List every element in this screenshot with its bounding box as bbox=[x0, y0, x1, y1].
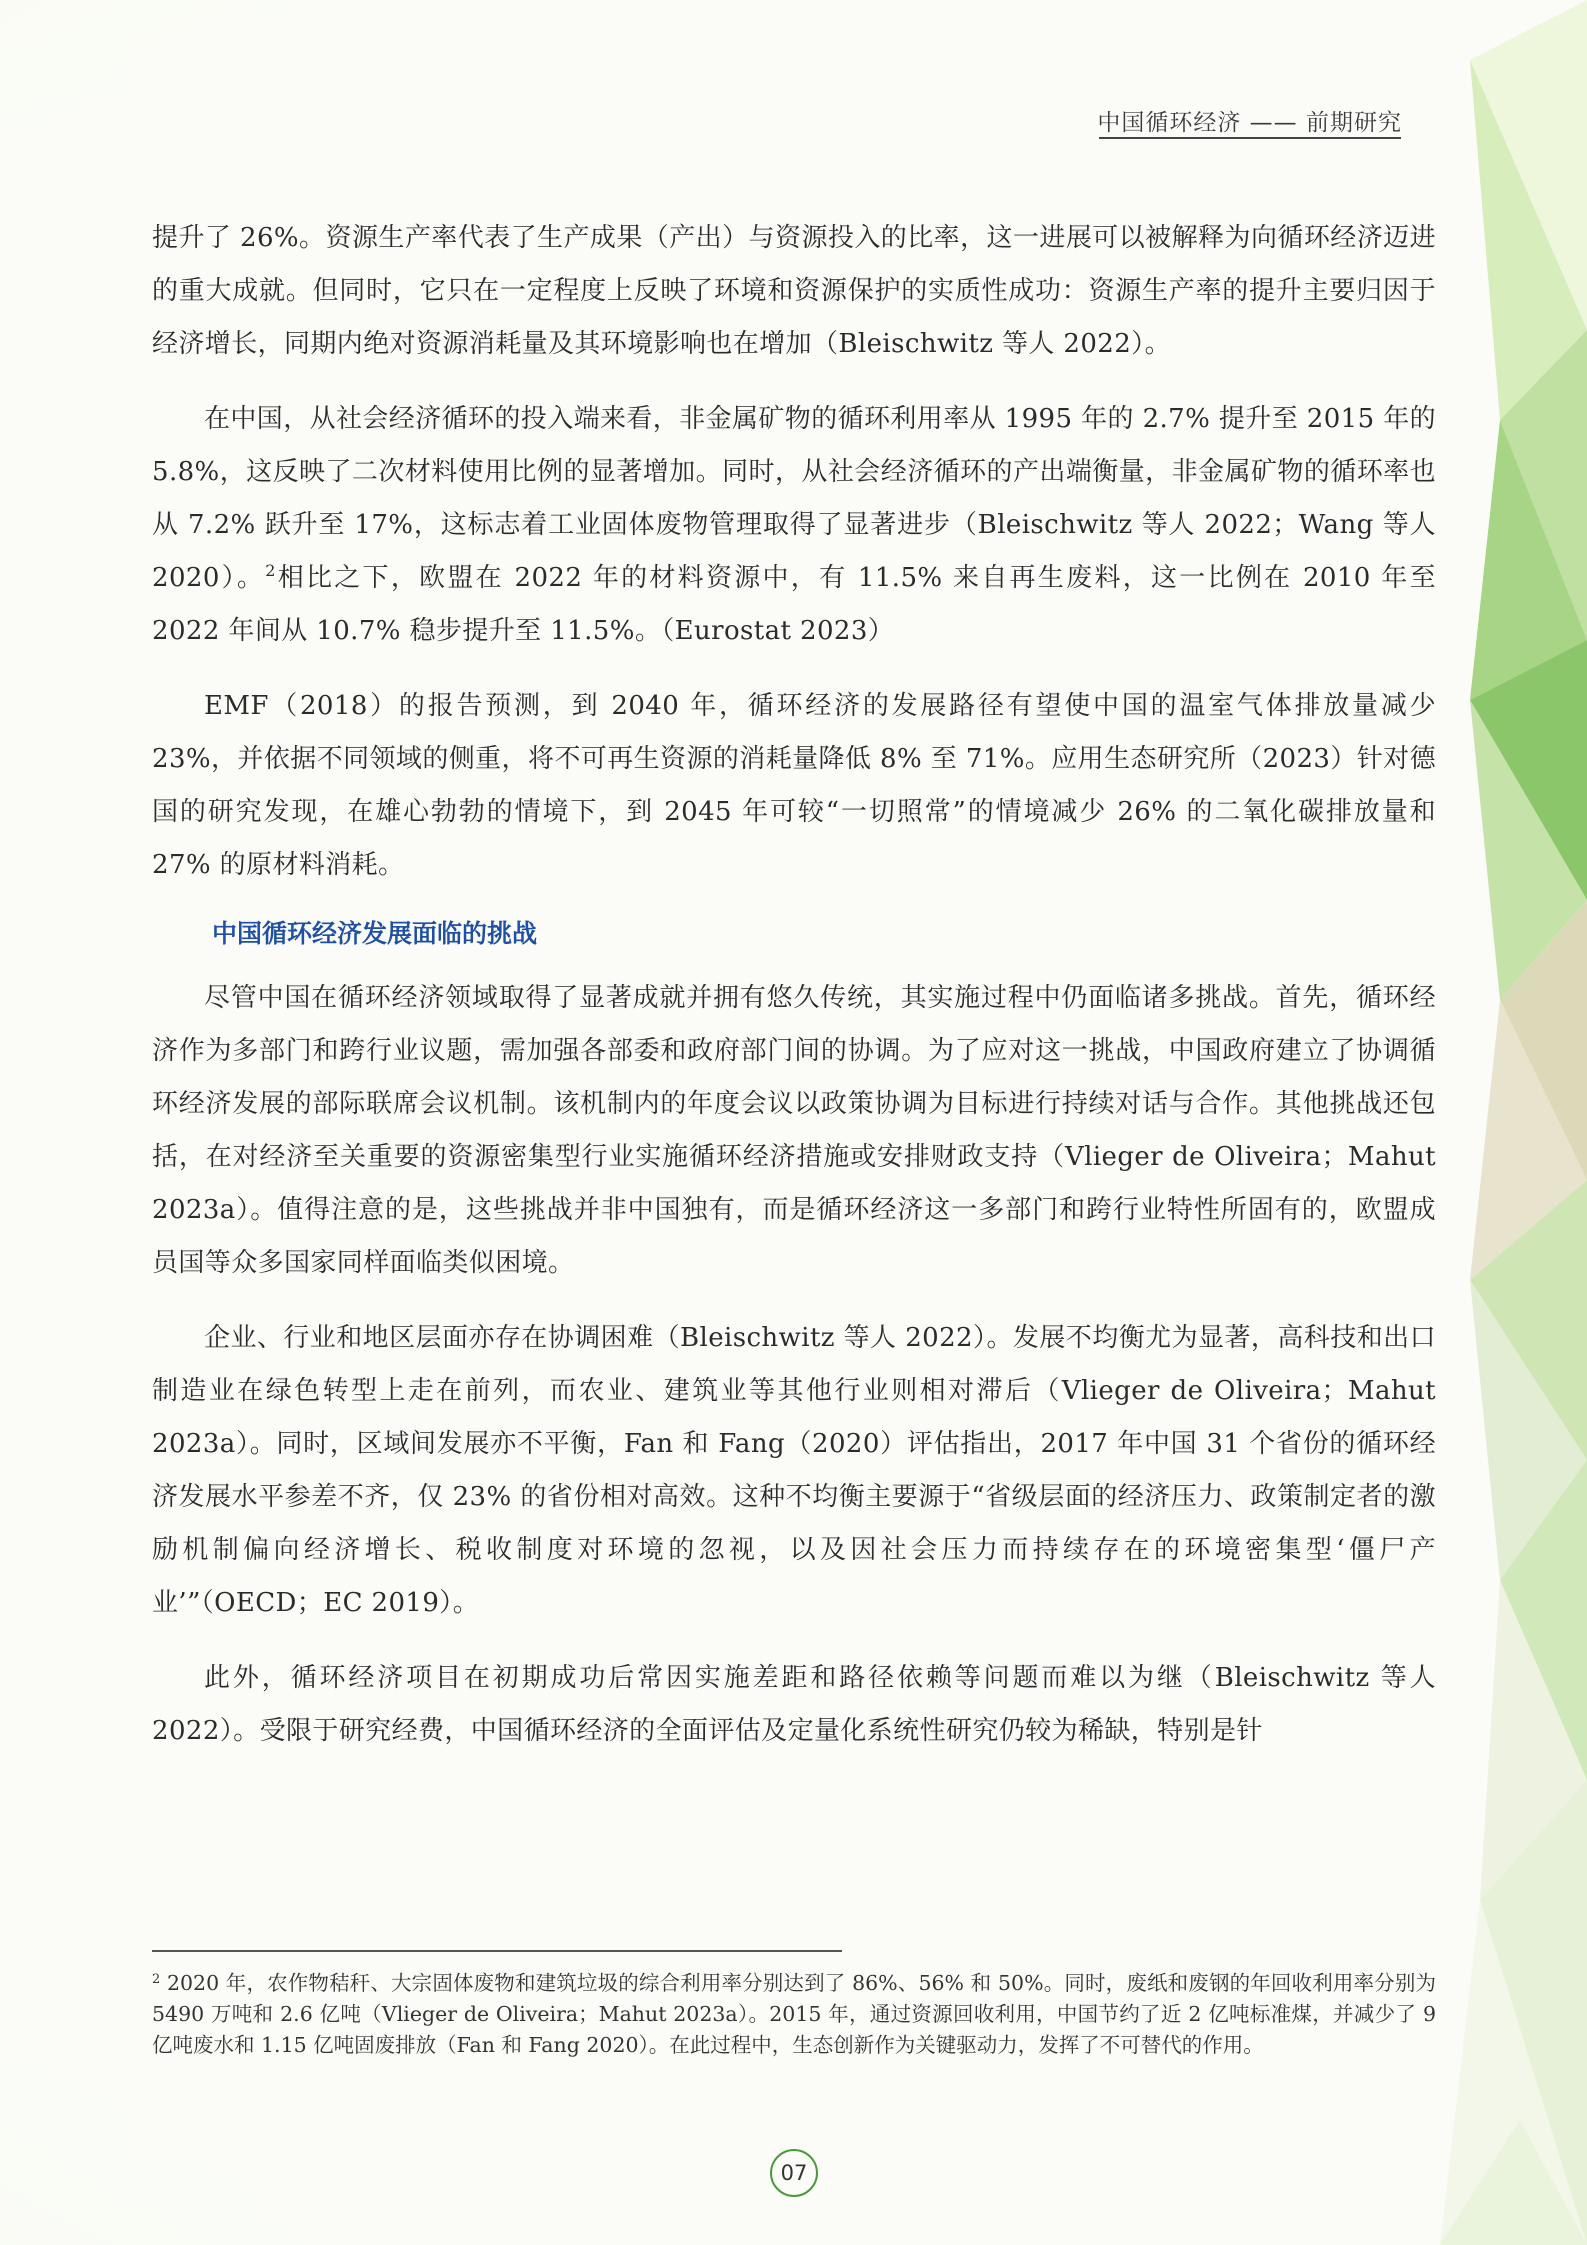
footnote-mark: 2 bbox=[152, 1972, 161, 1987]
footnote-rule bbox=[152, 1950, 842, 1952]
section-heading: 中国循环经济发展面临的挑战 bbox=[212, 919, 538, 948]
paragraph: 尽管中国在循环经济领域取得了显著成就并拥有悠久传统，其实施过程中仍面临诸多挑战。首先，循环经济作为多部门和跨行业议题，需加强各部委和政府部门间的协调。为了应对这一挑战，中国政府建立了协调循环经济发展的部际联席会议机制。该机制内的年度会议以政策协调为目标进行持续对话与合作。其他挑战还包括，在对经济至关重要的资源密集型行业实施循环经济措施或安排财政支持（Vlieger de Oliveira；Mahut 2023a）。值得注意的是，这些挑战并非中国独有，而是循环经济这一多部门和跨行业特性所固有的，欧盟成员国等众多国家同样面临类似困境。 bbox=[152, 983, 1436, 1278]
page-number: 07 bbox=[770, 2149, 818, 2197]
running-header: 中国循环经济 —— 前期研究 bbox=[1097, 110, 1402, 136]
paragraph-continued: 提升了 26%。资源生产率代表了生产成果（产出）与资源投入的比率，这一进展可以被解释为向循环经济迈进的重大成就。但同时，它只在一定程度上反映了环境和资源保护的实质性成功：资源生产率的提升主要归因于经济增长，同期内绝对资源消耗量及其环境影响也在增加（Bleischwitz 等人 2022）。 bbox=[152, 223, 1436, 359]
paragraph: EMF（2018）的报告预测，到 2040 年，循环经济的发展路径有望使中国的温室气体排放量减少 23%，并依据不同领域的侧重，将不可再生资源的消耗量降低 8% 至 71%。应用生态研究所（2023）针对德国的研究发现，在雄心勃勃的情境下，到 2045 年可较“一切照常”的情境减少 26% 的二氧化碳排放量和 27% 的原材料消耗。 bbox=[152, 691, 1436, 880]
paragraph-text: 在中国，从社会经济循环的投入端来看，非金属矿物的循环利用率从 1995 年的 2.7% 提升至 2015 年的 5.8%，这反映了二次材料使用比例的显著增加。同时，从社会经济循环的产出端衡量，非金属矿物的循环率也从 7.2% 跃升至 17%，这标志着工业固体废物管理取得了显著进步（Bleischwitz 等人 2022；Wang 等人 2020）。 bbox=[152, 404, 1436, 593]
paragraph-text: 相比之下，欧盟在 2022 年的材料资源中，有 11.5% 来自再生废料，这一比例在 2010 年至 2022 年间从 10.7% 稳步提升至 11.5%。（Eurostat 2023） bbox=[152, 563, 1436, 646]
footnote-reference[interactable]: 2 bbox=[265, 561, 276, 580]
paragraph: 此外，循环经济项目在初期成功后常因实施差距和路径依赖等问题而难以为继（Bleischwitz 等人 2022）。受限于研究经费，中国循环经济的全面评估及定量化系统性研究仍较为稀缺，特别是针 bbox=[152, 1663, 1436, 1746]
header-rule bbox=[1099, 137, 1401, 139]
footnote bbox=[152, 1968, 1436, 2061]
footnote-text: 2020 年，农作物秸秆、大宗固体废物和建筑垃圾的综合利用率分别达到了 86%、56% 和 50%。同时，废纸和废钢的年回收利用率分别为 5490 万吨和 2.6 亿吨（Vlieger de Oliveira；Mahut 2023a）。2015 年，通过资源回收利用，中国节约了近 2 亿吨标准煤，并减少了 9 亿吨废水和 1.15 亿吨固废排放（Fan 和 Fang 2020）。在此过程中，生态创新作为关键驱动力，发挥了不可替代的作用。 bbox=[152, 1971, 1436, 2057]
paragraph bbox=[152, 393, 1436, 658]
paragraph: 企业、行业和地区层面亦存在协调困难（Bleischwitz 等人 2022）。发展不均衡尤为显著，高科技和出口制造业在绿色转型上走在前列，而农业、建筑业等其他行业则相对滞后（Vlieger de Oliveira；Mahut 2023a）。同时，区域间发展亦不平衡，Fan 和 Fang（2020）评估指出，2017 年中国 31 个省份的循环经济发展水平参差不齐，仅 23% 的省份相对高效。这种不均衡主要源于“省级层面的经济压力、政策制定者的激励机制偏向经济增长、税收制度对环境的忽视，以及因社会压力而持续存在的环境密集型‘僵尸产业’”（OECD；EC 2019）。 bbox=[152, 1323, 1436, 1618]
body-text bbox=[152, 212, 1436, 1780]
